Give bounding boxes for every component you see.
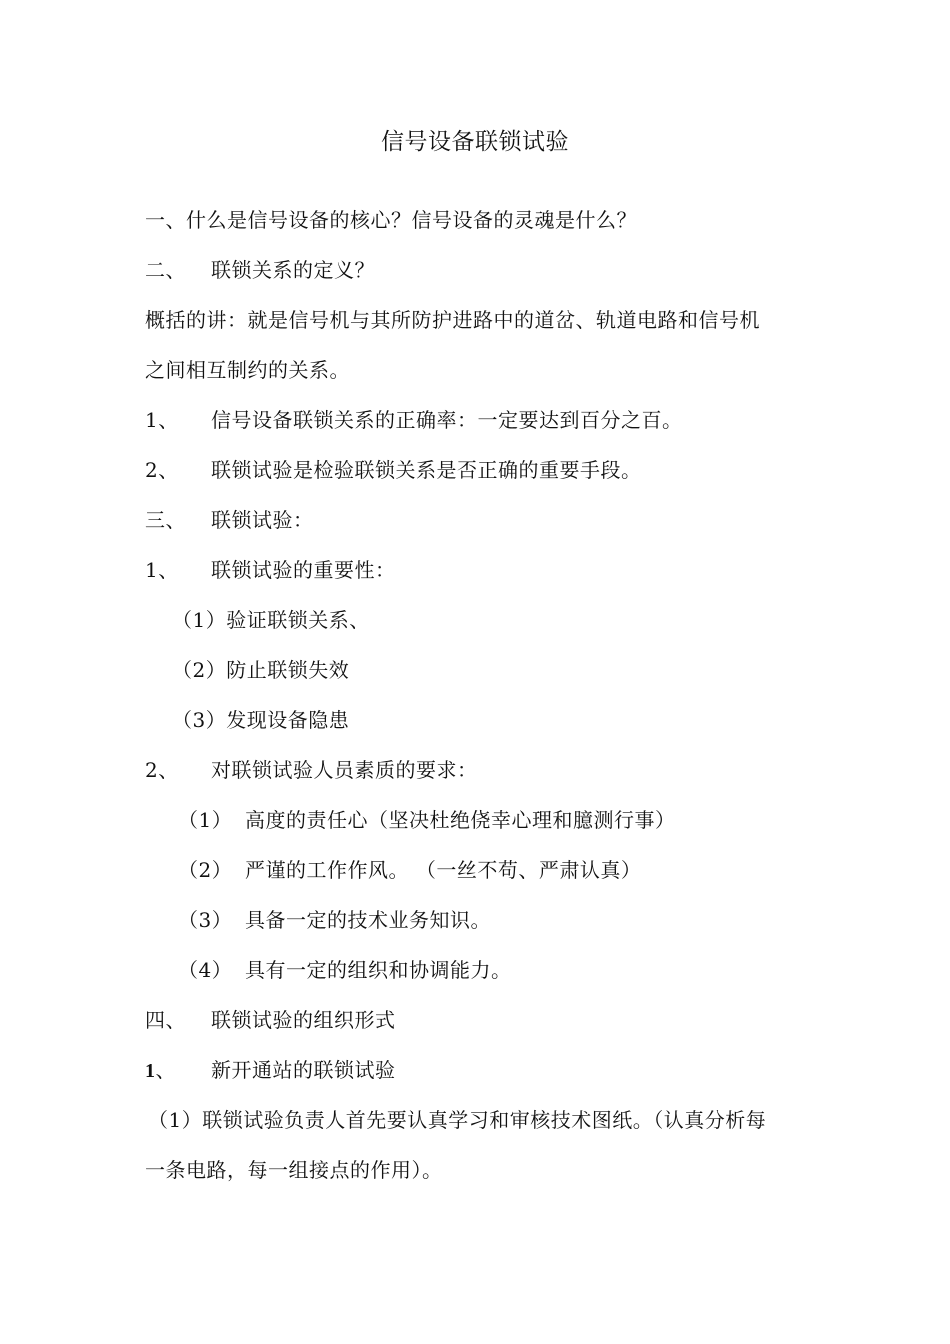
definition-line-1: [145, 305, 760, 335]
item-number: （3）: [178, 908, 233, 932]
section-number: 三、: [145, 508, 186, 532]
sub-item: [172, 655, 349, 685]
paragraph-line-2: [145, 1155, 443, 1185]
question-line-1: [145, 205, 637, 235]
line-text: 联锁试验是检验联锁关系是否正确的重要手段。: [211, 458, 642, 482]
line-text: 一、什么是信号设备的核心？信号设备的灵魂是什么？: [145, 208, 637, 232]
section-two-heading: [145, 255, 375, 285]
item-number: 1、: [145, 408, 179, 432]
line-text: 具备一定的技术业务知识。: [245, 908, 491, 932]
item-number-suffix: 、: [155, 1058, 176, 1082]
document-title: 信号设备联锁试验: [381, 129, 569, 155]
line-text: （1）联锁试验负责人首先要认真学习和审核技术图纸。（认真分析每: [148, 1108, 767, 1132]
list-item: [145, 755, 478, 785]
line-text: 联锁关系的定义？: [211, 258, 375, 282]
line-text: （3）发现设备隐患: [172, 708, 350, 732]
line-text: 联锁试验的组织形式: [211, 1008, 396, 1032]
line-text: 对联锁试验人员素质的要求：: [211, 758, 478, 782]
line-text: 具有一定的组织和协调能力。: [245, 958, 512, 982]
definition-line-2: [145, 355, 350, 385]
line-text: 联锁试验：: [211, 508, 314, 532]
line-text: （2）防止联锁失效: [172, 658, 350, 682]
section-three-heading: [145, 505, 314, 535]
sub-item: [178, 955, 512, 985]
sub-item: [172, 705, 349, 735]
sub-item: [172, 605, 370, 635]
line-text: 高度的责任心（坚决杜绝侥幸心理和臆测行事）: [245, 808, 676, 832]
sub-item: [178, 905, 491, 935]
item-number: （1）: [178, 808, 233, 832]
line-text: （1）验证联锁关系、: [172, 608, 370, 632]
line-text: 一条电路，每一组接点的作用）。: [145, 1158, 443, 1182]
line-text: 新开通站的联锁试验: [211, 1058, 396, 1082]
section-four-heading: [145, 1005, 396, 1035]
line-text: 概括的讲：就是信号机与其所防护进路中的道岔、轨道电路和信号机: [145, 308, 760, 332]
line-text: 联锁试验的重要性：: [211, 558, 396, 582]
line-text: 信号设备联锁关系的正确率：一定要达到百分之百。: [211, 408, 683, 432]
item-number: 1: [145, 1060, 156, 1082]
list-item: [145, 405, 683, 435]
paragraph-line-1: [148, 1105, 766, 1135]
list-item: [145, 455, 642, 485]
sub-item: [178, 855, 641, 885]
item-number: 1、: [145, 558, 179, 582]
section-number: 四、: [145, 1008, 186, 1032]
line-text: 严谨的工作作风。 （一丝不苟、严肃认真）: [245, 858, 642, 882]
item-number: （2）: [178, 858, 233, 882]
item-number: 2、: [145, 758, 179, 782]
list-item: [145, 1055, 396, 1086]
list-item: [145, 555, 396, 585]
section-number: 二、: [145, 258, 186, 282]
item-number: （4）: [178, 958, 233, 982]
item-number: 2、: [145, 458, 179, 482]
line-text: 之间相互制约的关系。: [145, 358, 350, 382]
sub-item: [178, 805, 676, 835]
